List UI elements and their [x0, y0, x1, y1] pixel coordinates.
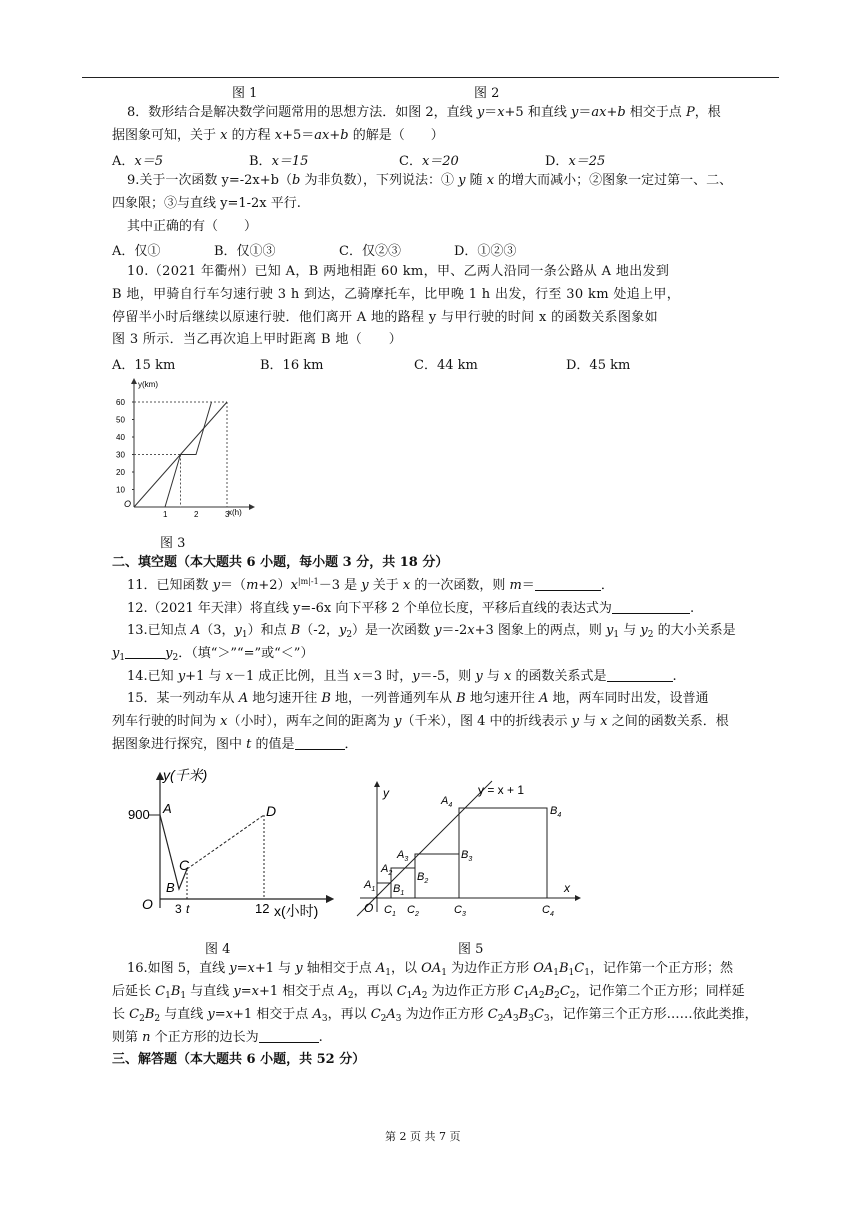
fig5-c3: $C_3$ [454, 904, 466, 918]
q12-blank[interactable] [612, 601, 690, 614]
fig5-b2: $B_2$ [417, 871, 429, 885]
q10-line3: 停留半小时后继续以原速行驶．他们离开 A 地的路程 y 与甲行驶的时间 x 的函数关系图象如 [112, 310, 658, 325]
fig5-origin: O [364, 901, 374, 915]
q10-choice-d: D．45 km [566, 358, 631, 373]
fig5-a3: $A_3$ [397, 849, 409, 863]
q10-choice-a: A．15 km [112, 358, 176, 373]
fig4-y900-label: 900 [128, 807, 150, 822]
fig4-xlabel: x(小时) [274, 903, 319, 919]
q9-line2: 四象限；③与直线 y=1-2x 平行. [112, 196, 301, 211]
q9-line3: 其中正确的有（ ） [127, 219, 258, 234]
q16-line1: 16.如图 5，直线 y=x+1 与 y 轴相交于点 $A_1$，以 $OA_1$ 为边作正方形 $OA_1B_1C_1$，记作第一个正方形；然 [127, 961, 733, 978]
fig1-label: 图 1 [232, 86, 258, 101]
q8-choice-c: C．x＝20 [399, 154, 459, 169]
q12-line: 12.（2021 年天津）将直线 y=-6x 向下平移 2 个单位长度，平移后直线的表达式为 . [127, 601, 695, 616]
fig5-x-label: x [564, 881, 570, 895]
fig3-ytick-label: 50 [116, 415, 125, 425]
section-2-heading: 二、填空题（本大题共 6 小题，每小题 3 分，共 18 分） [112, 555, 449, 570]
fig5-c2: $C_2$ [407, 904, 419, 918]
fig4-polyline [160, 815, 187, 889]
fig4-ylabel: y(千米) [163, 767, 208, 783]
q13-blank[interactable] [125, 646, 165, 659]
q8-line1: 8．数形结合是解决数学问题常用的思想方法．如图 2，直线 y＝x+5 和直线 y＝ax+b 相交于点 P，根 [127, 105, 721, 120]
fig5-a2: $A_2$ [381, 863, 393, 877]
fig5-y-label: y [383, 786, 389, 800]
q8-choice-d: D．x＝25 [545, 154, 606, 169]
fig4-x3-label: 3 [175, 902, 182, 916]
fig3-xtick-label: 3 [225, 510, 230, 519]
q11-blank[interactable] [535, 578, 601, 591]
q16-line2: 后延长 $C_1B_1$ 与直线 y=x+1 相交于点 $A_2$，再以 $C_1A_2$ 为边作正方形 $C_1A_2B_2C_2$，记作第二个正方形；同样延 [112, 984, 745, 1001]
q15-line2: 列车行驶的时间为 x（小时），两车之间的距离为 y（千米），图 4 中的折线表示 y 与 x 之间的函数关系．根 [112, 714, 729, 729]
fig5-a1: $A_1$ [364, 879, 376, 893]
fig5-c1: $C_1$ [384, 904, 396, 918]
fig4-xt-label: t [186, 902, 190, 916]
q10-choice-b: B．16 km [260, 358, 324, 373]
fig5-square-4 [459, 808, 547, 898]
q14-line: 14.已知 y+1 与 x－1 成正比例，且当 x＝3 时，y＝-5，则 y 与 x 的函数关系式是 . [127, 669, 677, 684]
fig4-x12-label: 12 [255, 901, 270, 916]
fig5-a4: $A_4$ [441, 795, 453, 809]
q9-choice-a: A．仅① [112, 244, 161, 259]
fig3-chart [112, 375, 262, 523]
fig4-point-b: B [166, 880, 175, 895]
q9-line1: 9.关于一次函数 y=-2x+b（b 为非负数），下列说法：① y 随 x 的增大而减小；②图象一定过第一、二、 [127, 173, 733, 188]
fig3-xtick-label: 2 [194, 510, 199, 519]
fig3-xtick-label: 1 [163, 510, 168, 519]
fig3-ytick-label: 60 [116, 398, 125, 407]
fig5-b3: $B_3$ [461, 849, 473, 863]
fig5-b4: $B_4$ [550, 805, 562, 819]
q13-line2: $y_1$ $y_2$．（填“＞”“=”或“＜”） [112, 646, 314, 663]
fig3-ylabel: y(km) [138, 380, 158, 389]
q13-line1: 13.已知点 A（3，$y_1$）和点 B（-2，$y_2$）是一次函数 y＝-2x+3 图象上的两点，则 $y_1$ 与 $y_2$ 的大小关系是 [127, 623, 736, 640]
q15-line3: 据图象进行探究，图中 t 的值是 ． [112, 737, 358, 752]
fig4-chart [128, 767, 338, 920]
q15-blank[interactable] [295, 737, 345, 750]
fig3-ytick-label: 30 [116, 450, 125, 460]
top-rule [82, 77, 779, 78]
fig5-line-label: y = x + 1 [478, 783, 525, 797]
q10-line2: B 地，甲骑自行车匀速行驶 3 h 到达，乙骑摩托车，比甲晚 1 h 出发，行至 30 km 处追上甲， [112, 287, 681, 302]
page-footer: 第 2 页 共 7 页 [385, 1130, 461, 1143]
q11-line: 11．已知函数 $y=(m+2)x^{|m|-1}-3$ 是 y 关于 x 的一次函数，则 m＝ ． [127, 577, 614, 593]
q9-choice-d: D．①②③ [454, 244, 517, 259]
q16-line3: 长 $C_2B_2$ 与直线 y=x+1 相交于点 $A_3$，再以 $C_2A_3$ 为边作正方形 $C_2A_3B_3C_3$，记作第三个正方形……依此类推， [112, 1007, 758, 1024]
q8-choice-b: B．x＝15 [249, 154, 309, 169]
fig5-diagram [352, 772, 587, 922]
fig5-caption: 图 5 [458, 942, 484, 957]
q9-choice-c: C．仅②③ [339, 244, 401, 259]
fig4-point-d: D [266, 803, 277, 819]
fig4-caption: 图 4 [205, 942, 231, 957]
fig3-origin: O [124, 499, 132, 509]
fig2-label: 图 2 [474, 86, 500, 101]
fig3-ytick-label: 20 [116, 468, 125, 477]
fig3-caption: 图 3 [160, 536, 186, 551]
q16-blank[interactable] [259, 1030, 319, 1043]
fig3-ytick-label: 10 [116, 485, 125, 495]
fig5-b1: $B_1$ [393, 883, 405, 897]
q9-choice-b: B．仅①③ [214, 244, 276, 259]
fig4-cd-dashed [187, 815, 264, 869]
q16-line4: 则第 n 个正方形的边长为 . [112, 1030, 323, 1045]
fig5-c4: $C_4$ [542, 904, 554, 918]
fig4-point-a: A [163, 801, 172, 816]
q10-choice-c: C．44 km [414, 358, 478, 373]
q10-line4: 图 3 所示．当乙再次追上甲时距离 B 地（ ） [112, 332, 403, 347]
section-3-heading: 三、解答题（本大题共 6 小题，共 52 分） [112, 1052, 366, 1067]
fig3-xlabel: x(h) [228, 508, 242, 517]
q15-line1: 15．某一列动车从 A 地匀速开往 B 地，一列普通列车从 B 地匀速开往 A 地，两车同时出发，设普通 [127, 691, 709, 706]
fig5-square-1 [377, 883, 391, 898]
q14-blank[interactable] [607, 669, 673, 682]
q8-line2: 据图象可知，关于 x 的方程 x+5＝ax+b 的解是（ ） [112, 128, 444, 143]
fig4-point-c: C [179, 857, 190, 873]
q10-line1: 10.（2021 年衢州）已知 A，B 两地相距 60 km，甲、乙两人沿同一条公路从 A 地出发到 [127, 264, 670, 279]
fig3-ytick-label: 40 [116, 433, 125, 442]
fig4-origin: O [142, 896, 153, 912]
q8-choice-a: A．x＝5 [112, 154, 163, 169]
